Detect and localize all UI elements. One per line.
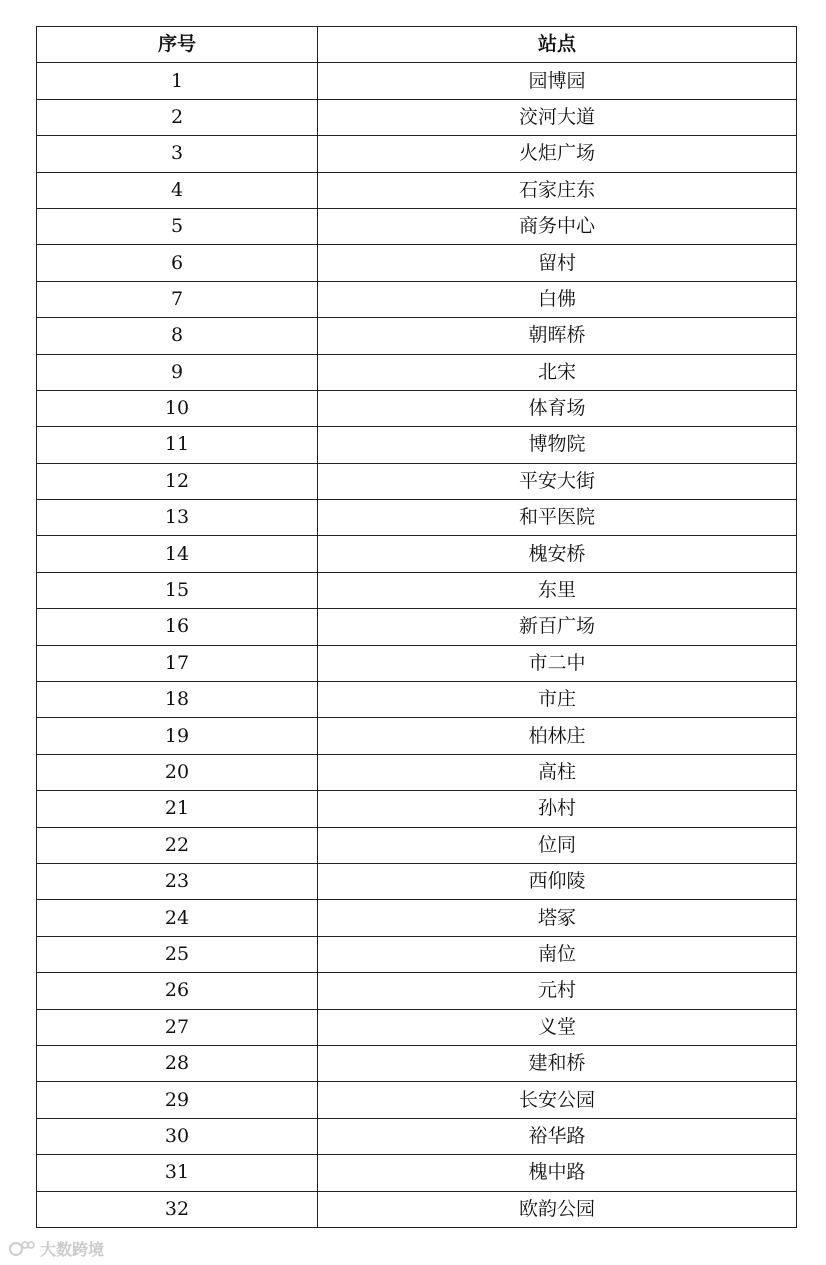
cell-index: 18 <box>37 682 318 718</box>
table-row <box>37 136 797 172</box>
cell-station: 东里 <box>318 572 797 608</box>
table-row <box>37 1155 797 1191</box>
table-row <box>37 936 797 972</box>
cell-station: 新百广场 <box>318 609 797 645</box>
header-station: 站点 <box>318 27 797 63</box>
table-row <box>37 1191 797 1227</box>
cell-station: 位同 <box>318 827 797 863</box>
cell-station: 槐安桥 <box>318 536 797 572</box>
cell-station: 园博园 <box>318 63 797 99</box>
table-body <box>37 63 797 1228</box>
cell-station: 商务中心 <box>318 208 797 244</box>
cell-index: 25 <box>37 936 318 972</box>
cell-index: 23 <box>37 863 318 899</box>
cell-station: 槐中路 <box>318 1155 797 1191</box>
cell-station: 白佛 <box>318 281 797 317</box>
table-row <box>37 1082 797 1118</box>
cell-station: 市庄 <box>318 682 797 718</box>
cell-station: 平安大街 <box>318 463 797 499</box>
cell-station: 柏林庄 <box>318 718 797 754</box>
cell-index: 7 <box>37 281 318 317</box>
station-table <box>36 26 797 1228</box>
cell-index: 9 <box>37 354 318 390</box>
cell-station: 塔冢 <box>318 900 797 936</box>
table-row <box>37 645 797 681</box>
table-row <box>37 1045 797 1081</box>
table-row <box>37 609 797 645</box>
table-row <box>37 718 797 754</box>
cell-index: 11 <box>37 427 318 463</box>
header-index: 序号 <box>37 27 318 63</box>
table-row <box>37 572 797 608</box>
table-row <box>37 427 797 463</box>
cell-station: 长安公园 <box>318 1082 797 1118</box>
cell-index: 5 <box>37 208 318 244</box>
table-row <box>37 863 797 899</box>
cell-station: 南位 <box>318 936 797 972</box>
table-row <box>37 1009 797 1045</box>
cell-station: 洨河大道 <box>318 99 797 135</box>
cell-index: 1 <box>37 63 318 99</box>
table-row <box>37 281 797 317</box>
cell-index: 22 <box>37 827 318 863</box>
cell-index: 30 <box>37 1118 318 1154</box>
brand-logo-icon <box>8 1238 36 1258</box>
cell-index: 26 <box>37 973 318 1009</box>
table-row <box>37 500 797 536</box>
cell-index: 29 <box>37 1082 318 1118</box>
cell-station: 北宋 <box>318 354 797 390</box>
cell-station: 欧韵公园 <box>318 1191 797 1227</box>
cell-index: 8 <box>37 318 318 354</box>
cell-station: 高柱 <box>318 754 797 790</box>
cell-index: 16 <box>37 609 318 645</box>
cell-station: 义堂 <box>318 1009 797 1045</box>
table-row <box>37 1118 797 1154</box>
table-row <box>37 791 797 827</box>
cell-station: 博物院 <box>318 427 797 463</box>
table-row <box>37 536 797 572</box>
cell-index: 3 <box>37 136 318 172</box>
table-row <box>37 318 797 354</box>
table-row <box>37 390 797 426</box>
table-row <box>37 463 797 499</box>
cell-station: 裕华路 <box>318 1118 797 1154</box>
table-row <box>37 682 797 718</box>
table-row <box>37 754 797 790</box>
cell-station: 建和桥 <box>318 1045 797 1081</box>
cell-station: 火炬广场 <box>318 136 797 172</box>
cell-station: 市二中 <box>318 645 797 681</box>
watermark-text: 大数跨境 <box>40 1239 105 1259</box>
cell-station: 留村 <box>318 245 797 281</box>
table-row <box>37 63 797 99</box>
cell-index: 21 <box>37 791 318 827</box>
cell-index: 28 <box>37 1045 318 1081</box>
cell-station: 体育场 <box>318 390 797 426</box>
cell-index: 17 <box>37 645 318 681</box>
table-row <box>37 827 797 863</box>
cell-index: 14 <box>37 536 318 572</box>
table-row <box>37 354 797 390</box>
cell-station: 朝晖桥 <box>318 318 797 354</box>
table-header <box>37 27 797 63</box>
cell-index: 20 <box>37 754 318 790</box>
table-row <box>37 900 797 936</box>
table-row <box>37 973 797 1009</box>
table-row <box>37 99 797 135</box>
cell-station: 和平医院 <box>318 500 797 536</box>
cell-index: 2 <box>37 99 318 135</box>
table-row <box>37 245 797 281</box>
cell-index: 13 <box>37 500 318 536</box>
cell-index: 12 <box>37 463 318 499</box>
table-row <box>37 208 797 244</box>
cell-station: 孙村 <box>318 791 797 827</box>
table-row <box>37 172 797 208</box>
cell-index: 10 <box>37 390 318 426</box>
cell-index: 4 <box>37 172 318 208</box>
cell-station: 西仰陵 <box>318 863 797 899</box>
watermark <box>8 1236 104 1260</box>
cell-index: 6 <box>37 245 318 281</box>
table-header-row <box>37 27 797 63</box>
cell-index: 19 <box>37 718 318 754</box>
cell-station: 元村 <box>318 973 797 1009</box>
cell-index: 15 <box>37 572 318 608</box>
cell-index: 31 <box>37 1155 318 1191</box>
cell-index: 27 <box>37 1009 318 1045</box>
cell-station: 石家庄东 <box>318 172 797 208</box>
cell-index: 24 <box>37 900 318 936</box>
cell-index: 32 <box>37 1191 318 1227</box>
